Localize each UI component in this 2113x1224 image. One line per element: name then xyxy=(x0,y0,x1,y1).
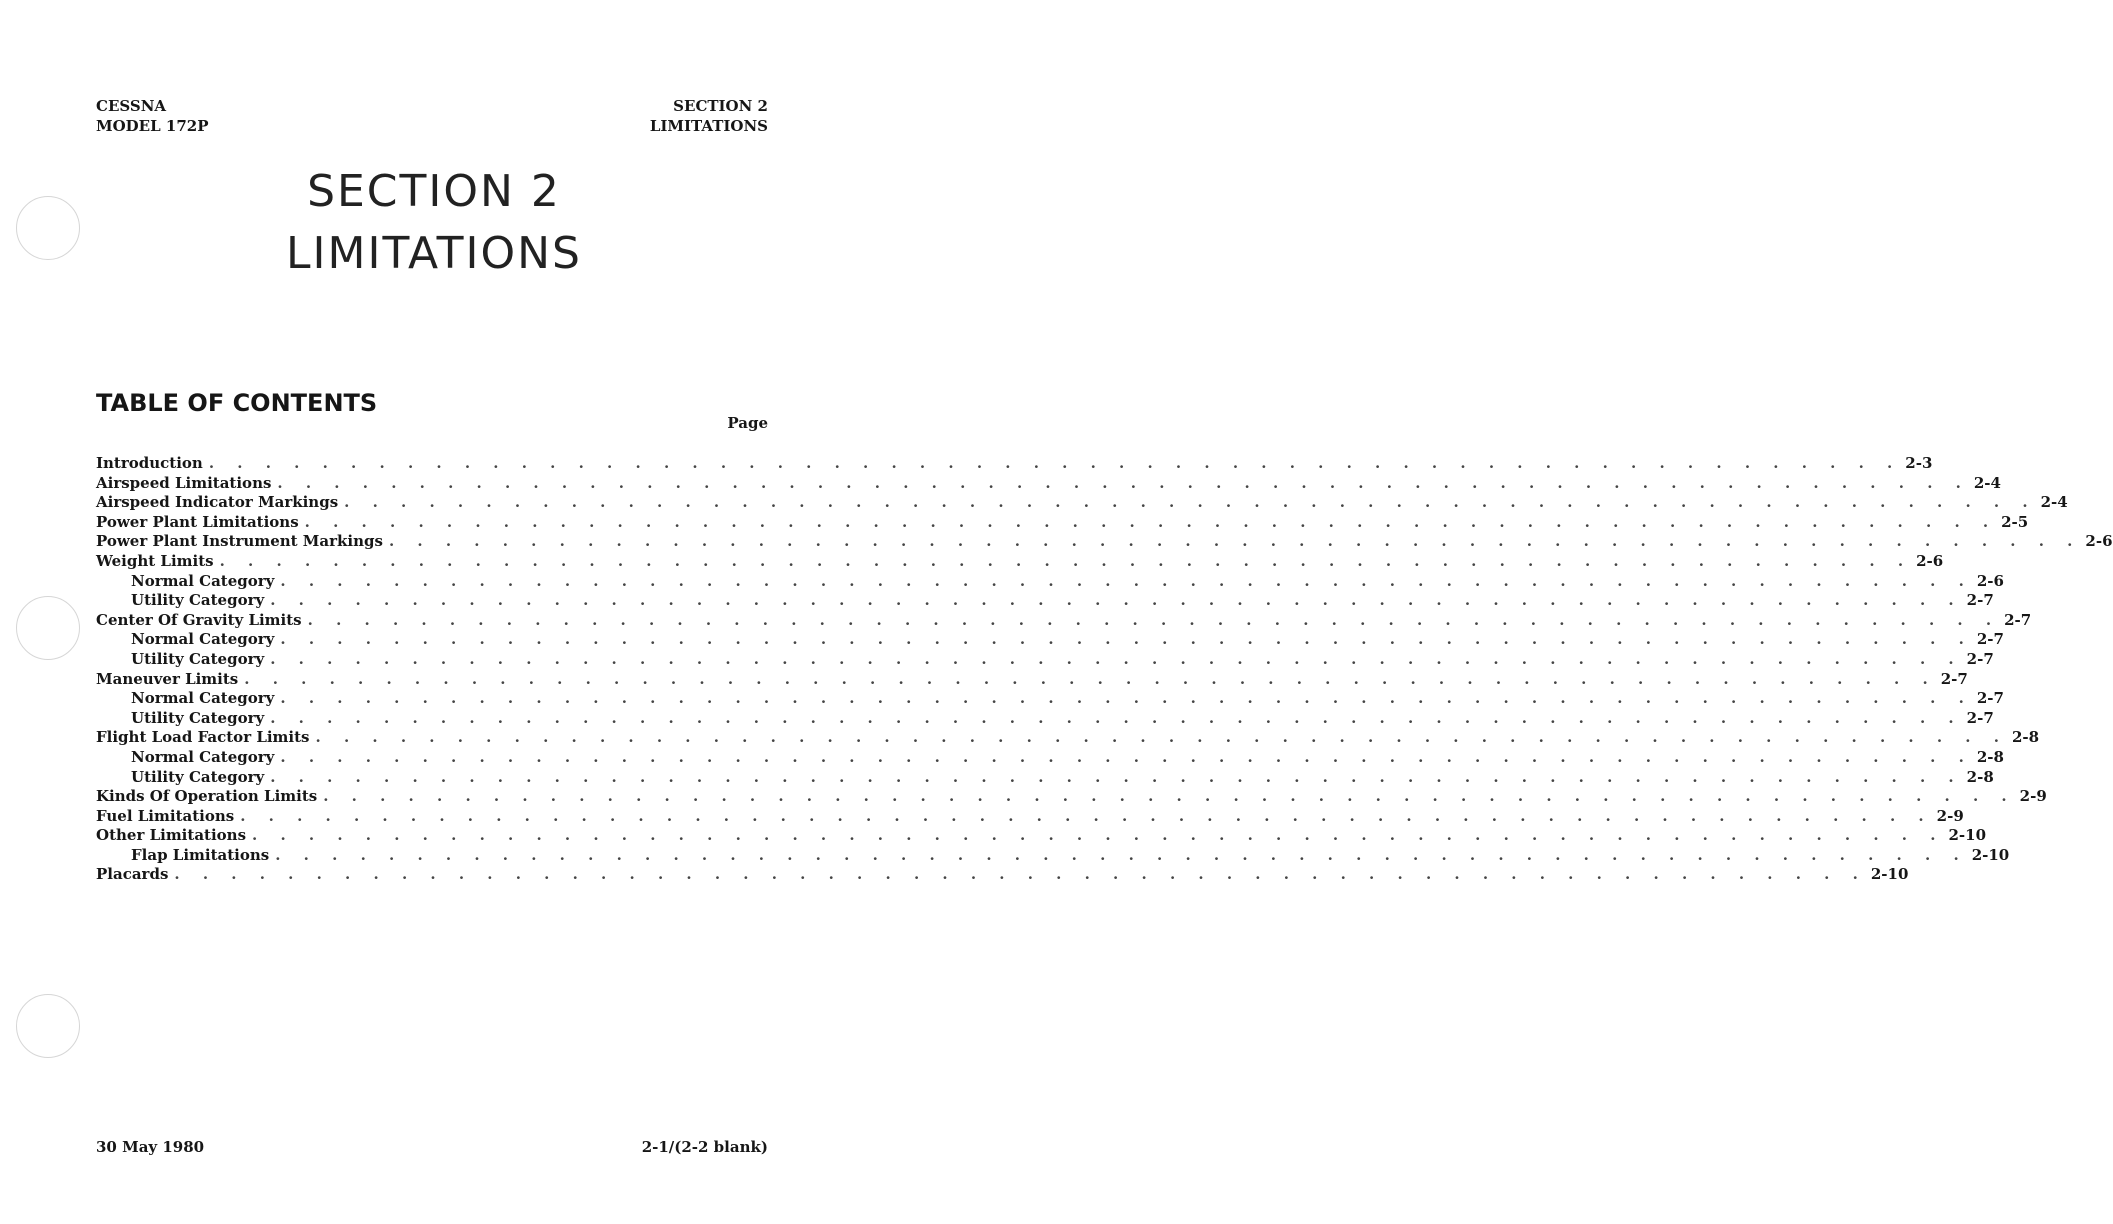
toc-entry-label: Normal Category xyxy=(131,630,280,650)
toc-entry-page: 2-7 xyxy=(1963,709,1994,729)
toc-entry xyxy=(96,610,2032,631)
toc-entry-label: Weight Limits xyxy=(96,552,220,572)
toc-entry xyxy=(96,806,1964,827)
toc-entry-page: 2-6 xyxy=(1912,552,1943,572)
dot-leader: . . . . . . . . . . . . . . . . . . . . . . . . . . . . . . . . . . . . . . . . . . . . . . . . . . . . . . . . . . . . xyxy=(280,571,1973,590)
running-header-left xyxy=(96,96,208,136)
dot-leader: . . . . . . . . . . . . . . . . . . . . . . . . . . . . . . . . . . . . . . . . . . . . . . . . . . . . . . . . . . . . xyxy=(270,767,1963,786)
toc-entry-page: 2-8 xyxy=(2008,728,2039,748)
dot-leader: . . . . . . . . . . . . . . . . . . . . . . . . . . . . . . . . . . . . . . . . . . . . . . . . . . . . . . . . . . . . xyxy=(174,865,1867,884)
toc-heading: TABLE OF CONTENTS xyxy=(96,389,378,417)
dot-leader: . . . . . . . . . . . . . . . . . . . . . . . . . . . . . . . . . . . . . . . . . . . . . . . . . . . . . . . . . . . . xyxy=(252,826,1945,845)
toc-entry-label: Placards xyxy=(96,865,174,885)
toc-entry-page: 2-9 xyxy=(1933,807,1964,827)
dot-leader: . . . . . . . . . . . . . . . . . . . . . . . . . . . . . . . . . . . . . . . . . . . . . . . . . . . . . . . . . . . . xyxy=(280,689,1973,708)
toc-page-column-label: Page xyxy=(727,414,768,432)
toc-entry-label: Introduction xyxy=(96,454,209,474)
dot-leader: . . . . . . . . . . . . . . . . . . . . . . . . . . . . . . . . . . . . . . . . . . . . . . . . . . . . . . . . . . . . xyxy=(270,649,1963,668)
dot-leader: . . . . . . . . . . . . . . . . . . . . . . . . . . . . . . . . . . . . . . . . . . . . . . . . . . . . . . . . . . . . xyxy=(275,845,1968,864)
header-section-number: SECTION 2 xyxy=(673,97,768,115)
toc-entry xyxy=(96,865,1909,885)
toc-entry-page: 2-7 xyxy=(1937,670,1968,690)
toc-entry xyxy=(96,532,2113,552)
toc-entry-page: 2-6 xyxy=(2081,532,2112,552)
toc-entry xyxy=(96,454,1933,474)
toc-entry-page: 2-7 xyxy=(1973,689,2004,709)
dot-leader: . . . . . . . . . . . . . . . . . . . . . . . . . . . . . . . . . . . . . . . . . . . . . . . . . . . . . . . . . . . . xyxy=(280,747,1973,766)
toc-list xyxy=(96,454,2113,885)
toc-entry xyxy=(96,669,1968,690)
toc-entry-page: 2-5 xyxy=(1997,513,2028,533)
dot-leader: . . . . . . . . . . . . . . . . . . . . . . . . . . . . . . . . . . . . . . . . . . . . . . . . . . . . . . . . . . . . xyxy=(304,512,1998,531)
header-manufacturer: CESSNA xyxy=(96,97,167,115)
dot-leader: . . . . . . . . . . . . . . . . . . . . . . . . . . . . . . . . . . . . . . . . . . . . . . . . . . . . . . . . . . . . xyxy=(240,806,1933,825)
footer-page-number: 2-1/(2-2 blank) xyxy=(641,1138,768,1156)
toc-entry-label: Utility Category xyxy=(131,650,270,670)
toc-entry xyxy=(96,493,2068,513)
dot-leader: . . . . . . . . . . . . . . . . . . . . . . . . . . . . . . . . . . . . . . . . . . . . . . . . . . . . . . . . . . . . xyxy=(270,591,1963,610)
toc-entry xyxy=(96,728,2040,748)
dot-leader: . . . . . . . . . . . . . . . . . . . . . . . . . . . . . . . . . . . . . . . . . . . . . . . . . . . . . . . . . . . . xyxy=(219,551,1913,570)
punch-hole xyxy=(16,596,80,660)
dot-leader: . . . . . . . . . . . . . . . . . . . . . . . . . . . . . . . . . . . . . . . . . . . . . . . . . . . . . . . . . . . . xyxy=(323,787,2016,806)
toc-entry-label: Utility Category xyxy=(131,709,270,729)
toc-entry-label: Power Plant Instrument Markings xyxy=(96,532,389,552)
toc-entry-label: Flight Load Factor Limits xyxy=(96,728,316,748)
running-header-right xyxy=(650,96,768,136)
toc-entry-label: Power Plant Limitations xyxy=(96,513,305,533)
header-model: MODEL 172P xyxy=(96,117,209,135)
toc-entry-page: 2-3 xyxy=(1901,454,1932,474)
toc-entry-page: 2-9 xyxy=(2016,787,2047,807)
toc-entry-label: Normal Category xyxy=(131,689,280,709)
toc-entry xyxy=(96,708,1994,729)
punch-hole xyxy=(16,994,80,1058)
section-title-name: LIMITATIONS xyxy=(286,228,582,279)
dot-leader: . . . . . . . . . . . . . . . . . . . . . . . . . . . . . . . . . . . . . . . . . . . . . . . . . . . . . . . . . . . . xyxy=(208,454,1902,472)
toc-entry-label: Normal Category xyxy=(131,572,280,592)
dot-leader: . . . . . . . . . . . . . . . . . . . . . . . . . . . . . . . . . . . . . . . . . . . . . . . . . . . . . . . . . . . . xyxy=(244,669,1937,688)
toc-entry-label: Maneuver Limits xyxy=(96,670,244,690)
dot-leader: . . . . . . . . . . . . . . . . . . . . . . . . . . . . . . . . . . . . . . . . . . . . . . . . . . . . . . . . . . . . xyxy=(315,728,2008,747)
toc-entry-label: Utility Category xyxy=(131,591,270,611)
dot-leader: . . . . . . . . . . . . . . . . . . . . . . . . . . . . . . . . . . . . . . . . . . . . . . . . . . . . . . . . . . . . xyxy=(307,610,2001,629)
header-section-name: LIMITATIONS xyxy=(649,117,768,135)
toc-entry xyxy=(96,689,2004,709)
toc-entry xyxy=(96,551,1944,572)
toc-entry-page: 2-7 xyxy=(1973,630,2004,650)
toc-entry-label: Airspeed Indicator Markings xyxy=(96,493,344,513)
toc-entry xyxy=(96,747,2004,768)
dot-leader: . . . . . . . . . . . . . . . . . . . . . . . . . . . . . . . . . . . . . . . . . . . . . . . . . . . . . . . . . . . . xyxy=(270,708,1963,727)
toc-entry xyxy=(96,649,1994,670)
toc-entry-label: Fuel Limitations xyxy=(96,807,240,827)
toc-entry-page: 2-7 xyxy=(2000,611,2031,631)
toc-entry xyxy=(96,845,2010,866)
dot-leader: . . . . . . . . . . . . . . . . . . . . . . . . . . . . . . . . . . . . . . . . . . . . . . . . . . . . . . . . . . . . xyxy=(388,532,2082,551)
toc-entry-page: 2-10 xyxy=(1968,846,2010,866)
toc-entry-page: 2-6 xyxy=(1973,572,2004,592)
toc-entry-label: Other Limitations xyxy=(96,826,252,846)
toc-entry xyxy=(96,473,2001,494)
toc-entry-page: 2-8 xyxy=(1963,768,1994,788)
toc-entry-page: 2-10 xyxy=(1944,826,1986,846)
toc-entry-page: 2-8 xyxy=(1973,748,2004,768)
toc-entry xyxy=(96,630,2004,650)
dot-leader: . . . . . . . . . . . . . . . . . . . . . . . . . . . . . . . . . . . . . . . . . . . . . . . . . . . . . . . . . . . . xyxy=(277,473,1970,492)
toc-entry-page: 2-4 xyxy=(1970,474,2001,494)
toc-entry-page: 2-10 xyxy=(1867,865,1909,885)
toc-entry-label: Airspeed Limitations xyxy=(96,474,277,494)
dot-leader: . . . . . . . . . . . . . . . . . . . . . . . . . . . . . . . . . . . . . . . . . . . . . . . . . . . . . . . . . . . . xyxy=(344,493,2037,512)
toc-entry xyxy=(96,767,1994,788)
toc-entry-label: Normal Category xyxy=(131,748,280,768)
toc-entry-page: 2-7 xyxy=(1963,591,1994,611)
dot-leader: . . . . . . . . . . . . . . . . . . . . . . . . . . . . . . . . . . . . . . . . . . . . . . . . . . . . . . . . . . . . xyxy=(280,630,1973,649)
toc-entry-page: 2-7 xyxy=(1963,650,1994,670)
section-title-number: SECTION 2 xyxy=(307,166,561,217)
toc-entry xyxy=(96,787,2047,807)
toc-entry-label: Kinds Of Operation Limits xyxy=(96,787,323,807)
toc-entry-label: Center Of Gravity Limits xyxy=(96,611,308,631)
toc-entry xyxy=(96,591,1994,611)
toc-entry xyxy=(96,826,1987,846)
toc-entry xyxy=(96,512,2029,533)
toc-entry-label: Flap Limitations xyxy=(131,846,275,866)
toc-entry xyxy=(96,571,2004,592)
footer-date: 30 May 1980 xyxy=(96,1138,205,1156)
toc-entry-label: Utility Category xyxy=(131,768,270,788)
toc-entry-page: 2-4 xyxy=(2037,493,2068,513)
